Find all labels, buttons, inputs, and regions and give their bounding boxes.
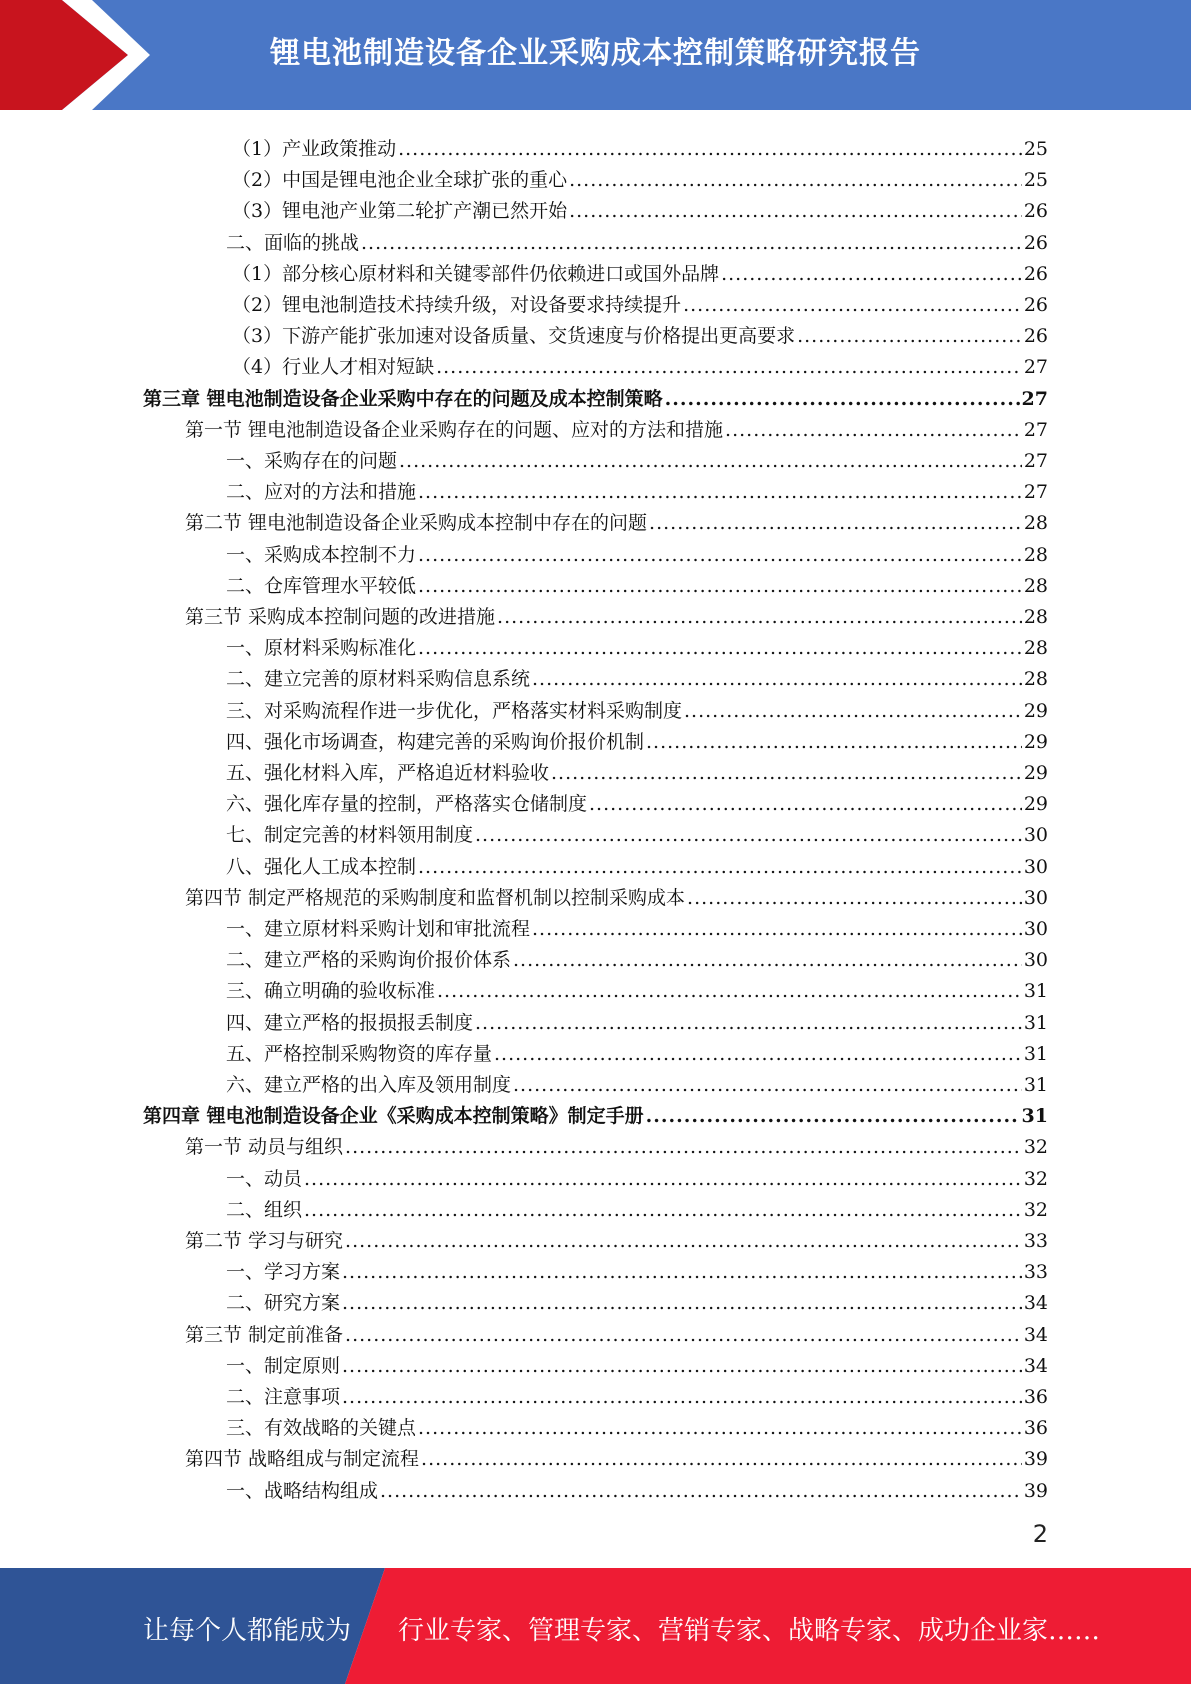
toc-entry-title: 二、面临的挑战: [226, 231, 360, 254]
toc-dot-leader: [418, 1419, 1022, 1438]
toc-entry-page: 30: [1023, 918, 1048, 940]
toc-row[interactable]: [226, 1002, 1048, 1033]
toc-entry-title: 第二节 锂电池制造设备企业采购成本控制中存在的问题: [185, 512, 648, 535]
toc-entry-title: 一、原材料采购标准化: [226, 637, 417, 660]
toc-entry-title: 一、建立原材料采购计划和审批流程: [226, 918, 531, 940]
toc-row[interactable]: [226, 658, 1048, 689]
toc-row[interactable]: [185, 877, 1048, 908]
toc-entry-page: 29: [1023, 730, 1048, 753]
toc-entry-title: （2）中国是锂电池企业全球扩张的重心: [232, 169, 568, 192]
toc-row[interactable]: [226, 939, 1048, 970]
toc-dot-leader: [399, 452, 1022, 471]
toc-entry-title: 一、制定原则: [226, 1354, 341, 1377]
toc-row[interactable]: [226, 1376, 1048, 1407]
toc-dot-leader: [497, 608, 1022, 627]
toc-row[interactable]: [226, 1407, 1048, 1438]
toc-entry-title: 第二节 学习与研究: [185, 1230, 344, 1252]
toc-entry-page: 29: [1023, 699, 1048, 722]
toc-dot-leader: [418, 577, 1022, 596]
toc-entry-page: 32: [1023, 1198, 1048, 1221]
toc-entry-page: 30: [1023, 886, 1048, 909]
toc-row[interactable]: [226, 908, 1048, 939]
toc-dot-leader: [421, 1450, 1022, 1469]
toc-entry-page: 30: [1023, 824, 1048, 847]
toc-dot-leader: [342, 1388, 1022, 1407]
toc-entry-page: 26: [1023, 200, 1048, 223]
toc-entry-title: 三、确立明确的验收标准: [226, 980, 436, 1003]
toc-row[interactable]: [226, 1470, 1048, 1501]
toc-entry-page: 33: [1023, 1261, 1048, 1284]
toc-dot-leader: [418, 546, 1022, 565]
toc-entry-title: 六、强化库存量的控制，严格落实仓储制度: [226, 793, 588, 816]
toc-entry-page: 26: [1023, 325, 1048, 348]
toc-row[interactable]: [226, 471, 1048, 502]
toc-entry-title: 三、有效战略的关键点: [226, 1417, 417, 1440]
toc-entry-page: 31: [1021, 1105, 1048, 1128]
toc-dot-leader: [532, 670, 1022, 689]
toc-entry-title: 四、建立严格的报损报丢制度: [226, 1011, 474, 1034]
toc-entry-title: （3）下游产能扩张加速对设备质量、交货速度与价格提出更高要求: [232, 325, 796, 348]
toc-entry-title: 第一节 动员与组织: [185, 1136, 344, 1159]
page-header: [0, 0, 1191, 110]
toc-dot-leader: [721, 265, 1022, 284]
toc-entry-title: 二、仓库管理水平较低: [226, 574, 417, 597]
toc-dot-leader: [646, 1107, 1020, 1126]
toc-row[interactable]: [185, 502, 1048, 533]
toc-row[interactable]: [226, 721, 1048, 752]
toc-dot-leader: [569, 202, 1022, 221]
toc-entry-page: 27: [1023, 418, 1048, 441]
toc-entry-page: 31: [1023, 1011, 1048, 1034]
toc-row[interactable]: [226, 690, 1048, 721]
toc-entry-title: 三、对采购流程作进一步优化，严格落实材料采购制度: [226, 699, 683, 722]
toc-chapter-row[interactable]: [143, 1095, 1048, 1126]
toc-entry-title: 二、注意事项: [226, 1386, 341, 1408]
toc-entry-title: 二、研究方案: [226, 1292, 341, 1315]
toc-dot-leader: [418, 639, 1022, 658]
toc-row[interactable]: [226, 1282, 1048, 1313]
toc-entry-page: 28: [1023, 543, 1048, 566]
toc-entry-title: 二、建立完善的原材料采购信息系统: [226, 668, 531, 691]
toc-row[interactable]: [185, 1438, 1048, 1469]
toc-dot-leader: [725, 421, 1022, 440]
toc-entry-title: 第四节 制定严格规范的采购制度和监督机制以控制采购成本: [185, 886, 686, 909]
toc-row[interactable]: [185, 1126, 1048, 1157]
toc-entry-title: 第四节 战略组成与制定流程: [185, 1448, 420, 1471]
toc-entry-page: 34: [1023, 1354, 1048, 1377]
toc-dot-leader: [345, 1326, 1022, 1345]
toc-entry-title: （2）锂电池制造技术持续升级，对设备要求持续提升: [232, 294, 682, 316]
toc-entry-title: 第一节 锂电池制造设备企业采购存在的问题、应对的方法和措施: [185, 418, 724, 441]
toc-row[interactable]: [226, 783, 1048, 814]
toc-entry-title: 八、强化人工成本控制: [226, 855, 417, 878]
toc-entry-page: 31: [1023, 1074, 1048, 1096]
toc-entry-page: 27: [1021, 387, 1048, 410]
toc-entry-title: （3）锂电池产业第二轮扩产潮已然开始: [232, 200, 568, 223]
toc-entry-title: 第四章 锂电池制造设备企业《采购成本控制策略》制定手册: [143, 1105, 644, 1128]
toc-row[interactable]: [232, 284, 1048, 315]
toc-entry-title: 五、强化材料入库，严格追近材料验收: [226, 762, 550, 784]
toc-entry-title: 二、应对的方法和措施: [226, 481, 417, 504]
toc-row[interactable]: [226, 565, 1048, 596]
toc-dot-leader: [345, 1232, 1022, 1251]
toc-dot-leader: [475, 1014, 1022, 1033]
toc-dot-leader: [532, 920, 1022, 939]
toc-dot-leader: [304, 1201, 1022, 1220]
toc-entry-title: 一、学习方案: [226, 1261, 341, 1284]
toc-dot-leader: [437, 982, 1022, 1001]
toc-dot-leader: [398, 140, 1022, 159]
toc-dot-leader: [569, 171, 1022, 190]
toc-entry-page: 39: [1023, 1479, 1048, 1502]
toc-entry-page: 28: [1023, 574, 1048, 597]
toc-entry-page: 36: [1023, 1417, 1048, 1440]
toc-row[interactable]: [226, 440, 1048, 471]
toc-dot-leader: [436, 358, 1022, 377]
toc-dot-leader: [380, 1482, 1022, 1501]
toc-entry-page: 28: [1023, 606, 1048, 628]
toc-entry-title: 一、采购存在的问题: [226, 450, 398, 472]
toc-entry-title: 四、强化市场调查，构建完善的采购询价报价机制: [226, 730, 645, 753]
toc-entry-title: 一、动员: [226, 1167, 303, 1190]
toc-entry-page: 39: [1023, 1448, 1048, 1471]
toc-dot-leader: [589, 795, 1022, 814]
toc-dot-leader: [797, 327, 1022, 346]
toc-entry-title: 第三章 锂电池制造设备企业采购中存在的问题及成本控制策略: [143, 387, 663, 410]
footer-slogan-left: 让每个人都能成为: [143, 1616, 352, 1646]
toc-entry-page: 29: [1023, 793, 1048, 816]
toc-row[interactable]: [232, 159, 1048, 190]
toc-entry-page: 28: [1023, 668, 1048, 691]
toc-dot-leader: [475, 826, 1022, 845]
toc-entry-title: 第三节 制定前准备: [185, 1323, 344, 1346]
toc-entry-title: 一、采购成本控制不力: [226, 543, 417, 566]
toc-dot-leader: [684, 702, 1022, 721]
toc-entry-page: 31: [1023, 980, 1048, 1003]
toc-entry-title: 一、战略结构组成: [226, 1479, 379, 1502]
toc-dot-leader: [513, 1076, 1022, 1095]
toc-row[interactable]: [226, 752, 1048, 783]
toc-entry-page: 32: [1023, 1167, 1048, 1190]
toc-row[interactable]: [185, 1220, 1048, 1251]
toc-dot-leader: [304, 1170, 1022, 1189]
toc-row[interactable]: [232, 346, 1048, 377]
toc-entry-page: 34: [1023, 1323, 1048, 1346]
footer-slogan-right: 行业专家、管理专家、营销专家、战略专家、成功企业家……: [398, 1616, 1101, 1646]
toc-dot-leader: [649, 514, 1022, 533]
toc-row[interactable]: [232, 190, 1048, 221]
toc-dot-leader: [342, 1263, 1022, 1282]
page-footer: [0, 1568, 1191, 1684]
toc-dot-leader: [342, 1294, 1022, 1313]
toc-dot-leader: [513, 951, 1022, 970]
toc-entry-page: 26: [1023, 294, 1048, 316]
toc-row[interactable]: [185, 596, 1048, 627]
toc-entry-title: 第三节 采购成本控制问题的改进措施: [185, 606, 496, 628]
toc-entry-title: 二、组织: [226, 1198, 303, 1221]
toc-row[interactable]: [226, 1158, 1048, 1189]
toc-entry-title: 七、制定完善的材料领用制度: [226, 824, 474, 847]
toc-entry-page: 27: [1023, 356, 1048, 379]
toc-dot-leader: [342, 1357, 1022, 1376]
toc-dot-leader: [646, 733, 1022, 752]
toc-row[interactable]: [232, 253, 1048, 284]
toc-dot-leader: [683, 296, 1022, 315]
toc-entry-page: 30: [1023, 949, 1048, 972]
toc-dot-leader: [418, 858, 1022, 877]
toc-entry-page: 25: [1023, 138, 1048, 160]
toc-dot-leader: [665, 390, 1020, 409]
toc-row[interactable]: [226, 534, 1048, 565]
toc-row[interactable]: [226, 814, 1048, 845]
toc-entry-page: 30: [1023, 855, 1048, 878]
toc-chapter-row[interactable]: [143, 378, 1048, 409]
toc-dot-leader: [418, 483, 1022, 502]
toc-dot-leader: [551, 764, 1022, 783]
toc-entry-title: （1）部分核心原材料和关键零部件仍依赖进口或国外品牌: [232, 262, 720, 285]
toc-row[interactable]: [226, 1345, 1048, 1376]
toc-row[interactable]: [226, 222, 1048, 253]
toc-entry-page: 31: [1023, 1042, 1048, 1065]
toc-row[interactable]: [185, 409, 1048, 440]
toc-entry-page: 34: [1023, 1292, 1048, 1315]
toc-row[interactable]: [232, 128, 1048, 159]
toc-row[interactable]: [226, 970, 1048, 1001]
toc-entry-page: 33: [1023, 1230, 1048, 1252]
toc-entry-page: 32: [1023, 1136, 1048, 1159]
toc-entry-page: 29: [1023, 762, 1048, 784]
toc-entry-title: （1）产业政策推动: [232, 138, 397, 160]
toc-row[interactable]: [226, 1251, 1048, 1282]
toc-entry-title: （4）行业人才相对短缺: [232, 356, 435, 379]
toc-entry-title: 六、建立严格的出入库及领用制度: [226, 1074, 512, 1096]
toc-row[interactable]: [185, 1314, 1048, 1345]
toc-entry-page: 26: [1023, 262, 1048, 285]
report-title: 锂电池制造设备企业采购成本控制策略研究报告: [270, 36, 921, 71]
toc-entry-title: 五、严格控制采购物资的库存量: [226, 1042, 493, 1065]
toc-row[interactable]: [226, 627, 1048, 658]
toc-row[interactable]: [226, 846, 1048, 877]
toc-entry-page: 27: [1023, 481, 1048, 504]
toc-dot-leader: [361, 234, 1022, 253]
toc-row[interactable]: [232, 315, 1048, 346]
toc-entry-title: 二、建立严格的采购询价报价体系: [226, 949, 512, 972]
toc-entry-page: 28: [1023, 512, 1048, 535]
toc-entry-page: 25: [1023, 169, 1048, 192]
toc-entry-page: 36: [1023, 1386, 1048, 1408]
toc-dot-leader: [494, 1045, 1022, 1064]
toc-entry-page: 26: [1023, 231, 1048, 254]
toc-row[interactable]: [226, 1064, 1048, 1095]
toc-entry-page: 28: [1023, 637, 1048, 660]
page-number: 2: [1032, 1520, 1048, 1548]
toc-dot-leader: [687, 889, 1022, 908]
toc-dot-leader: [345, 1138, 1022, 1157]
toc-entry-page: 27: [1023, 450, 1048, 472]
toc-row[interactable]: [226, 1189, 1048, 1220]
toc-row[interactable]: [226, 1033, 1048, 1064]
